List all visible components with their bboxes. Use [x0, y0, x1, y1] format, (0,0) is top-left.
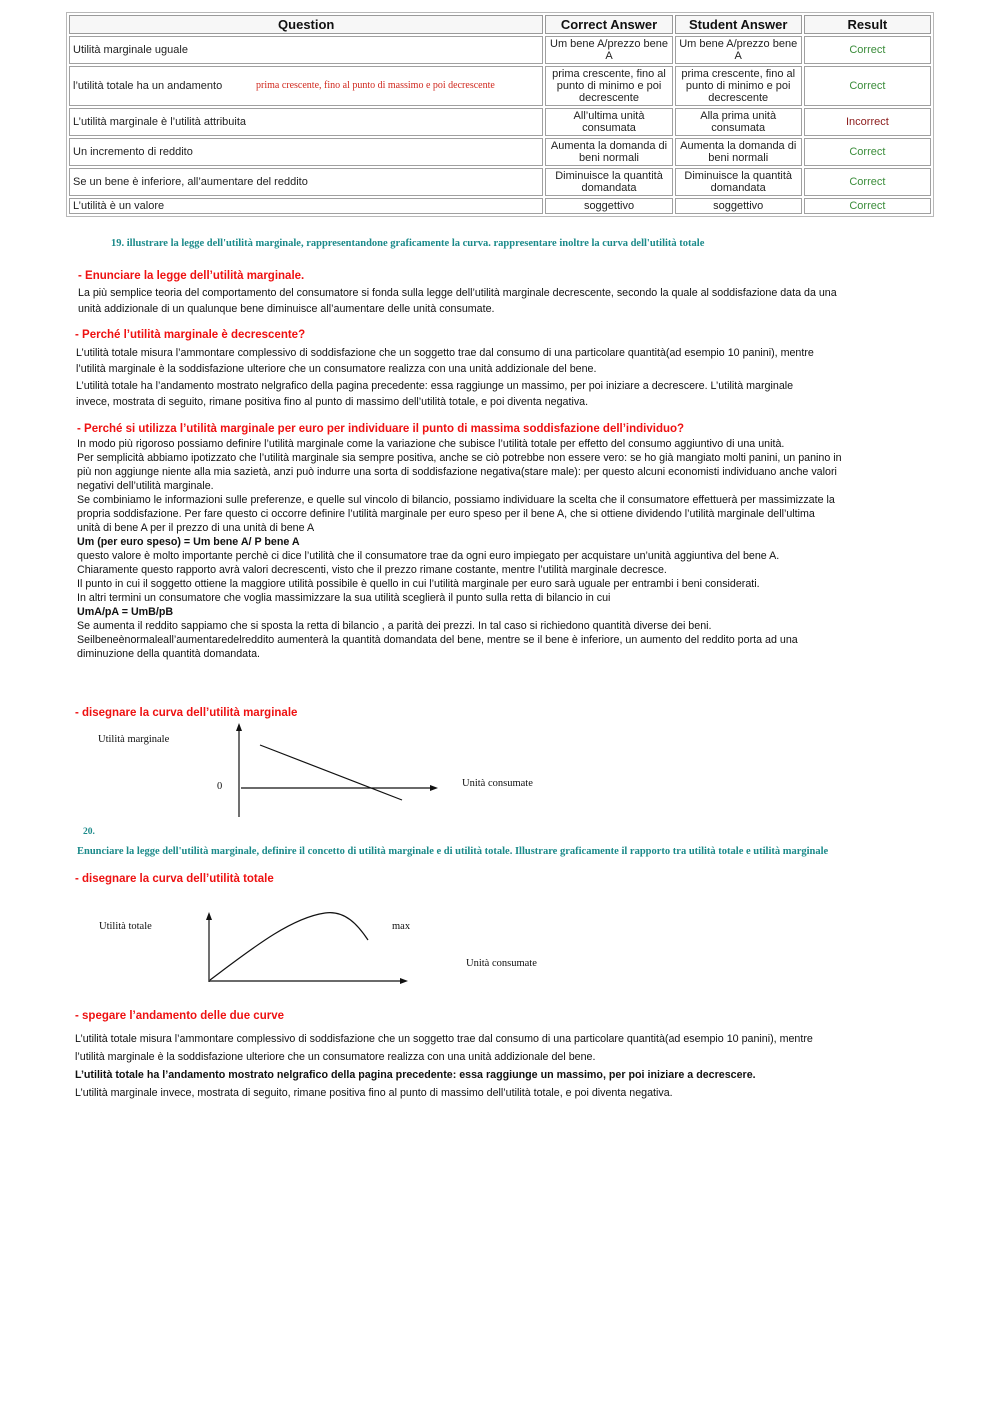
quiz-results-table	[66, 12, 934, 217]
text-line: Chiaramente questo rapporto avrà valori decrescenti, visto che il prezzo rimane costante, mentre l’utilità marginale decresce.	[77, 564, 667, 576]
graph-x-label-total: Unità consumate	[466, 958, 537, 969]
text-line: In altri termini un consumatore che voglia massimizzare la sua utilità sceglierà il punto sulla retta di bilancio in cui	[77, 592, 611, 604]
question-cell: L’utilità marginale è l’utilità attribuita	[69, 108, 543, 136]
graph-max-label: max	[392, 921, 411, 932]
section-body-andamento	[75, 1030, 935, 1102]
text-line: La più semplice teoria del comportamento del consumatore si fonda sulla legge dell’utilità marginale decrescente, secondo la quale al soddisfazione data da una	[78, 287, 837, 299]
section-heading-andamento: - spegare l’andamento delle due curve	[75, 1010, 284, 1022]
text-line: negativi dell’utilità marginale.	[77, 480, 214, 492]
section-body-legge	[78, 286, 928, 317]
text-line: unità di bene A per il prezzo di una unità di bene A	[77, 522, 315, 534]
text-line: Se combiniamo le informazioni sulle preferenze, e quelle sul vincolo di bilancio, possiamo individuare la scelta che il consumatore effettuerà per massimizzate la	[77, 494, 835, 506]
table-header-row	[69, 15, 931, 34]
x-axis-arrow-icon	[400, 978, 408, 984]
correct-answer-cell: prima crescente, fino al punto di minimo e poi decrescente	[545, 66, 672, 106]
table-row	[69, 108, 931, 136]
text-line: L’utilità totale ha l’andamento mostrato nelgrafico della pagina precedente: essa raggiunge un massimo, per poi iniziare a decrescere. L’utilità marginale	[76, 379, 794, 392]
y-axis-arrow-icon	[236, 723, 242, 731]
y-axis-arrow-icon	[206, 912, 212, 920]
text-line: propria soddisfazione. Per fare questo ci occorre definire l’utilità marginale per euro speso per il bene A, che si ottiene dividendo l’utilità marginale dell’ultima	[77, 508, 815, 520]
question-cell: Un incremento di reddito	[69, 138, 543, 166]
correct-answer-cell: All’ultima unità consumata	[545, 108, 672, 136]
correct-answer-cell: Aumenta la domanda di beni normali	[545, 138, 672, 166]
table-row	[69, 168, 931, 196]
result-cell: Correct	[804, 36, 931, 64]
question-cell	[69, 66, 543, 106]
total-utility-curve	[210, 913, 368, 980]
question-cell: Utilità marginale uguale	[69, 36, 543, 64]
formula-equilibrium: UmA/pA = UmB/pB	[77, 606, 174, 618]
student-answer-cell: Alla prima unità consumata	[675, 108, 802, 136]
section-heading-curva-totale: - disegnare la curva dell’utilità totale	[75, 873, 274, 885]
header-result: Result	[804, 15, 931, 34]
correct-answer-cell: Diminuisce la quantità domandata	[545, 168, 672, 196]
header-question: Question	[69, 15, 543, 34]
result-cell: Correct	[804, 138, 931, 166]
text-line: In modo più rigoroso possiamo definire l’utilità marginale come la variazione che subisce l’utilità totale per effetto del consumo aggiuntivo di una unità.	[77, 438, 785, 450]
text-line: l’utilità marginale è la soddisfazione ulteriore che un consumatore realizza con una unità addizionale del bene.	[76, 363, 597, 376]
text-line: unità addizionale di un qualunque bene diminuisce all’aumentare delle unità consumate.	[78, 302, 495, 315]
student-answer-cell: Aumenta la domanda di beni normali	[675, 138, 802, 166]
section-heading-legge: - Enunciare la legge dell’utilità marginale.	[78, 270, 305, 282]
handwritten-note: prima crescente, fino al punto di massimo e poi decrescente	[256, 80, 495, 91]
question-cell: Se un bene è inferiore, all’aumentare del reddito	[69, 168, 543, 196]
result-cell: Correct	[804, 168, 931, 196]
table-row	[69, 198, 931, 214]
text-line: L’utilità totale misura l’ammontare complessivo di soddisfazione che un soggetto trae dal consumo di una particolare quantità(ad esempio 10 panini), mentre	[75, 1033, 813, 1045]
graph-y-label-marginal: Utilità marginale	[98, 734, 170, 745]
result-cell: Correct	[804, 198, 931, 214]
text-line: Per semplicità abbiamo ipotizzato che l’utilità marginale sia sempre positiva, anche se ciò potrebbe non essere vero: se ho già mangiato molti panini, un panino in	[77, 452, 842, 464]
student-answer-cell: prima crescente, fino al punto di minimo e poi decrescente	[675, 66, 802, 106]
header-correct-answer: Correct Answer	[545, 15, 672, 34]
marginal-utility-curve	[260, 745, 402, 800]
result-cell: Incorrect	[804, 108, 931, 136]
text-line: Seilbeneènormaleall’aumentaredelreddito aumenterà la quantità domandata del bene, mentre se il bene è inferiore, un aumento del reddito porta ad una	[77, 634, 798, 646]
student-answer-cell: soggettivo	[675, 198, 802, 214]
section-heading-decrescente: - Perché l’utilità marginale è decrescente?	[75, 329, 306, 341]
graph-x-label-marginal: Unità consumate	[462, 778, 533, 789]
text-line: questo valore è molto importante perchè ci dice l’utilità che il consumatore trae da ogni euro impiegato per acquistare un’unità aggiuntiva del bene A.	[77, 550, 780, 562]
text-line: Il punto in cui il soggetto ottiene la maggiore utilità possibile è quello in cui l’utilità marginale per euro sarà uguale per entrambi i beni considerati.	[77, 578, 760, 590]
formula-um-per-euro: Um (per euro speso) = Um bene A/ P bene A	[77, 536, 300, 548]
correct-answer-cell: soggettivo	[545, 198, 672, 214]
text-line: Se aumenta il reddito sappiamo che si sposta la retta di bilancio , a parità dei prezzi. In tal caso si richiedono quantità diverse dei beni.	[77, 620, 712, 632]
text-line-bold: L’utilità totale ha l’andamento mostrato nelgrafico della pagina precedente: essa raggiunge un massimo, per poi iniziare a decrescere.	[75, 1069, 756, 1081]
table-row	[69, 138, 931, 166]
text-line: diminuzione della quantità domandata.	[77, 648, 261, 660]
header-student-answer: Student Answer	[675, 15, 802, 34]
x-axis-arrow-icon	[430, 785, 438, 791]
section-body-decrescente	[76, 345, 926, 410]
section-body-euro	[77, 437, 927, 661]
text-line: più non aggiunge niente alla mia sazietà, anzi può indurre una sorta di soddisfazione negativa(stare male): per questo alcuni economisti individuano anche valori	[77, 466, 837, 478]
table-row	[69, 36, 931, 64]
student-answer-cell: Um bene A/prezzo bene A	[675, 36, 802, 64]
text-line: invece, mostrata di seguito, rimane positiva fino al punto di massimo dell’utilità totale, e poi diventa negativa.	[76, 395, 589, 408]
student-answer-cell: Diminuisce la quantità domandata	[675, 168, 802, 196]
question-cell: L’utilità è un valore	[69, 198, 543, 214]
result-cell: Correct	[804, 66, 931, 106]
text-line: L’utilità totale misura l’ammontare complessivo di soddisfazione che un soggetto trae dal consumo di una particolare quantità(ad esempio 10 panini), mentre	[76, 347, 814, 359]
question-20-title: Enunciare la legge dell'utilità marginale, definire il concetto di utilità marginale e di utilità totale. Illustrare graficamente il rapporto tra utilità totale e utilità marginale	[77, 846, 829, 857]
graph-origin-label: 0	[217, 781, 223, 792]
text-line: L’utilità marginale invece, mostrata di seguito, rimane positiva fino al punto di massimo dell’utilità totale, e poi diventa negativa.	[75, 1087, 673, 1099]
section-heading-curva-marginale: - disegnare la curva dell’utilità marginale	[75, 707, 298, 719]
text-line: l’utilità marginale è la soddisfazione ulteriore che un consumatore realizza con una unità addizionale del bene.	[75, 1051, 596, 1063]
correct-answer-cell: Um bene A/prezzo bene A	[545, 36, 672, 64]
question-text: l’utilità totale ha un andamento	[73, 80, 223, 92]
section-heading-euro: - Perché si utilizza l’utilità marginale per euro per individuare il punto di massima soddisfazione dell’individuo?	[77, 423, 685, 435]
question-20-number: 20.	[83, 827, 95, 837]
graph-y-label-total: Utilità totale	[99, 921, 152, 932]
table-row	[69, 66, 931, 106]
question-19-title: 19. illustrare la legge dell'utilità marginale, rappresentandone graficamente la curva. rappresentare inoltre la curva dell'utilità totale	[111, 238, 705, 249]
